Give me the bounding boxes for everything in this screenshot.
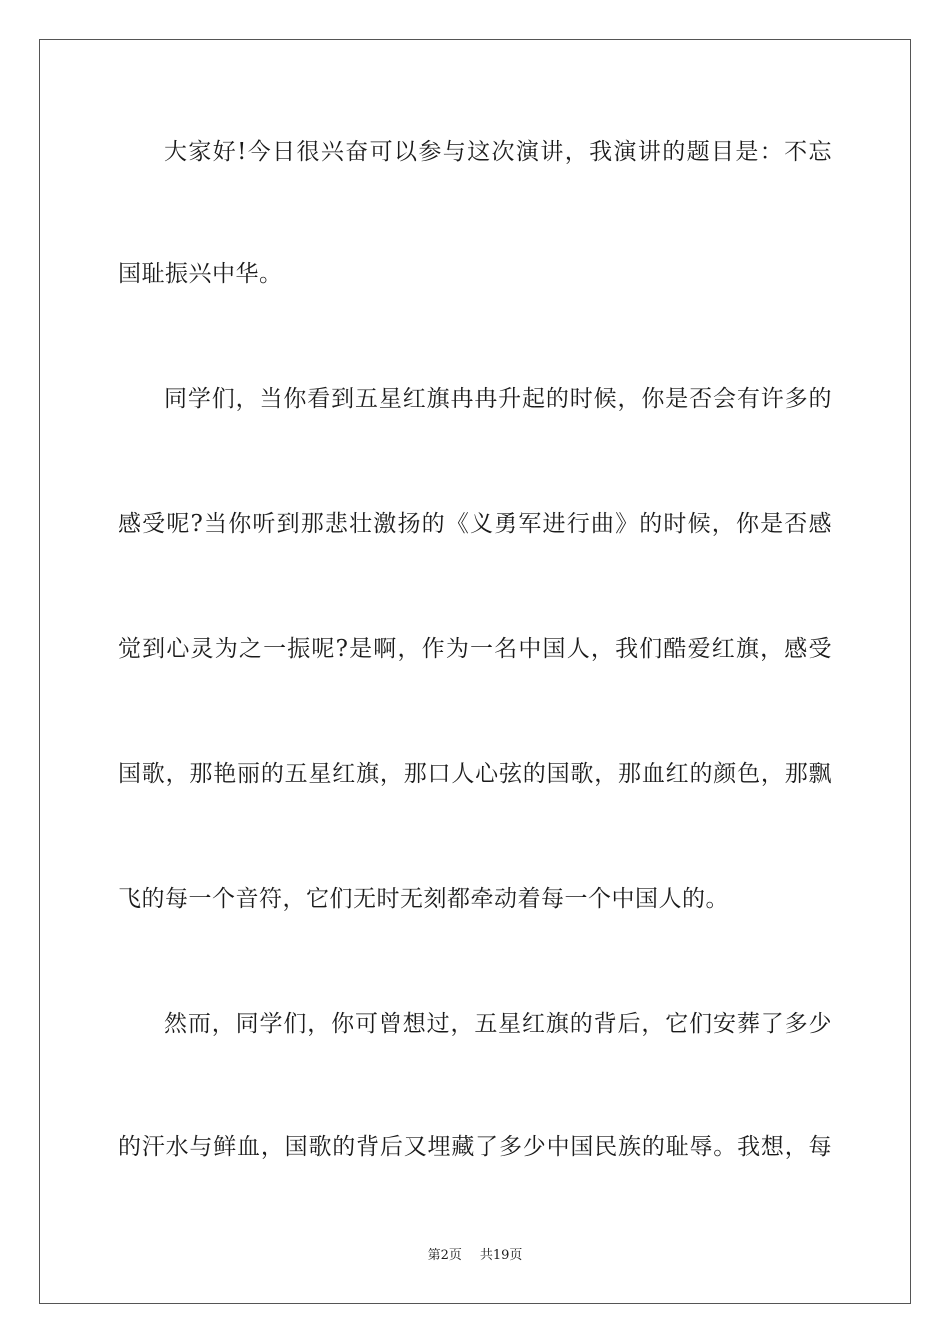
page-frame (39, 39, 911, 1304)
page-number: 第2页 (427, 1248, 462, 1263)
paragraph-2-line-4: 国歌，那艳丽的五星红旗，那口人心弦的国歌，那血红的颜色，那飘 (118, 761, 832, 787)
paragraph-2-line-2: 感受呢?当你听到那悲壮激扬的《义勇军进行曲》的时候，你是否感 (118, 511, 832, 537)
paragraph-2-line-1: 同学们，当你看到五星红旗冉冉升起的时候，你是否会有许多的 (164, 386, 832, 412)
paragraph-3-line-2: 的汗水与鲜血，国歌的背后又埋藏了多少中国民族的耻辱。我想，每 (118, 1134, 832, 1160)
paragraph-3-line-1: 然而，同学们，你可曾想过，五星红旗的背后，它们安葬了多少 (164, 1011, 832, 1037)
page-footer (0, 1246, 950, 1266)
page-total: 共19页 (479, 1248, 523, 1263)
paragraph-2-line-3: 觉到心灵为之一振呢?是啊，作为一名中国人，我们酷爱红旗，感受 (118, 636, 832, 662)
paragraph-1-line-2: 国耻振兴中华。 (118, 261, 283, 287)
paragraph-1-line-1: 大家好!今日很兴奋可以参与这次演讲，我演讲的题目是：不忘 (164, 139, 832, 165)
paragraph-2-line-5: 飞的每一个音符，它们无时无刻都牵动着每一个中国人的。 (118, 886, 729, 912)
